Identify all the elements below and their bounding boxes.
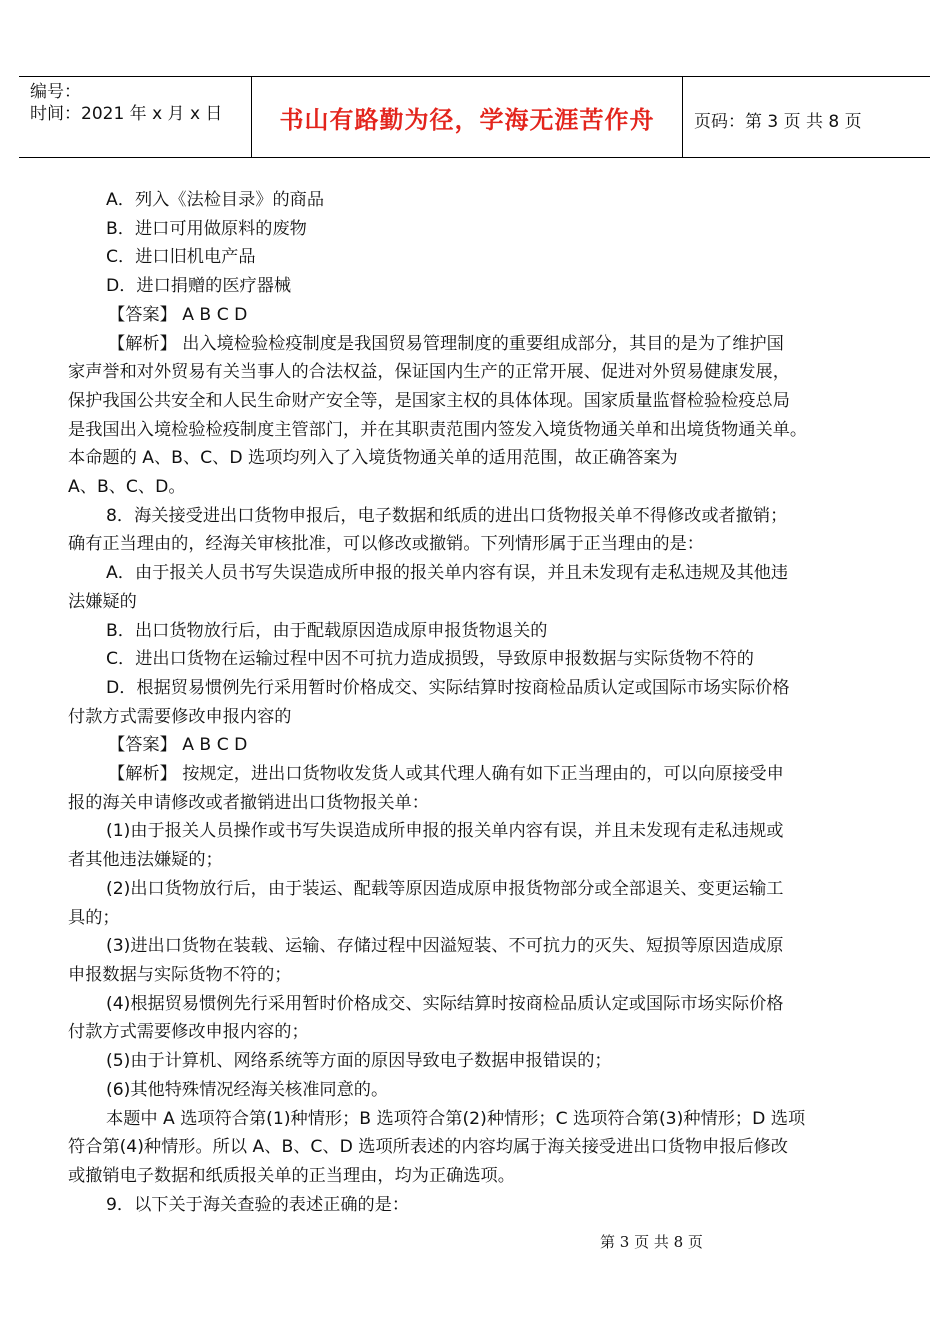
text-line: A．列入《法检目录》的商品 bbox=[106, 190, 325, 210]
document-body bbox=[68, 186, 880, 1219]
text-line: (4)根据贸易惯例先行采用暂时价格成交、实际结算时按商检品质认定或国际市场实际价格 bbox=[106, 993, 784, 1014]
text-line: 家声誉和对外贸易有关当事人的合法权益，保证国内生产的正常开展、促进对外贸易健康发展， bbox=[68, 362, 790, 383]
text-line: C．进出口货物在运输过程中因不可抗力造成损毁，导致原申报数据与实际货物不符的 bbox=[106, 649, 754, 670]
text-line: 或撤销电子数据和纸质报关单的正当理由，均为正确选项。 bbox=[68, 1165, 515, 1186]
text-line: B．进口可用做原料的废物 bbox=[106, 218, 307, 239]
text-line: 保护我国公共安全和人民生命财产安全等，是国家主权的具体体现。国家质量监督检验检疫总局 bbox=[68, 390, 790, 411]
text-line: 法嫌疑的 bbox=[68, 591, 137, 612]
text-line: 【解析】 出入境检验检疫制度是我国贸易管理制度的重要组成部分，其目的是为了维护国 bbox=[108, 333, 784, 354]
text-line: (6)其他特殊情况经海关核准同意的。 bbox=[106, 1079, 389, 1100]
text-line: 付款方式需要修改申报内容的； bbox=[68, 1022, 309, 1043]
text-line: 报的海关申请修改或者撤销进出口货物报关单： bbox=[68, 792, 429, 813]
header-meta bbox=[30, 81, 250, 125]
text-line: D．根据贸易惯例先行采用暂时价格成交、实际结算时按商检品质认定或国际市场实际价格 bbox=[106, 677, 790, 698]
text-line: 8．海关接受进出口货物申报后，电子数据和纸质的进出口货物报关单不得修改或者撤销； bbox=[106, 505, 788, 526]
text-line: D．进口捐赠的医疗器械 bbox=[106, 276, 292, 297]
document-date: 时间：2021 年 x 月 x 日 bbox=[30, 104, 223, 124]
text-line: 符合第(4)种情形。所以 A、B、C、D 选项所表述的内容均属于海关接受进出口货物申报后修改 bbox=[68, 1137, 788, 1158]
page-footer: 第 3 页 共 8 页 bbox=[600, 1233, 703, 1251]
text-line: A、B、C、D。 bbox=[68, 477, 186, 498]
text-line: 本命题的 A、B、C、D 选项均列入了入境货物通关单的适用范围，故正确答案为 bbox=[68, 448, 678, 469]
text-line: (3)进出口货物在装载、运输、存储过程中因溢短装、不可抗力的灭失、短损等原因造成原 bbox=[106, 936, 784, 957]
text-line: 本题中 A 选项符合第(1)种情形；B 选项符合第(2)种情形；C 选项符合第(3)种情形；D 选项 bbox=[106, 1108, 806, 1129]
text-line: 付款方式需要修改申报内容的 bbox=[68, 706, 292, 727]
text-line: 9．以下关于海关查验的表述正确的是： bbox=[106, 1194, 410, 1215]
text-line: (2)出口货物放行后，由于装运、配载等原因造成原申报货物部分或全部退关、变更运输工 bbox=[106, 878, 784, 899]
text-line: C．进口旧机电产品 bbox=[106, 247, 256, 268]
text-line: 具的； bbox=[68, 907, 120, 928]
text-line: 是我国出入境检验检疫制度主管部门，并在其职责范围内签发入境货物通关单和出境货物通关单。 bbox=[68, 419, 808, 440]
header-page-number: 页码：第 3 页 共 8 页 bbox=[694, 112, 862, 132]
text-line: 【解析】 按规定，进出口货物收发货人或其代理人确有如下正当理由的，可以向原接受申 bbox=[108, 764, 784, 785]
text-line: 【答案】 A B C D bbox=[108, 735, 248, 756]
text-line: (1)由于报关人员操作或书写失误造成所申报的报关单内容有误，并且未发现有走私违规或 bbox=[106, 821, 784, 842]
document-number: 编号： bbox=[30, 82, 81, 102]
page-header bbox=[19, 76, 930, 158]
text-line: B．出口货物放行后，由于配载原因造成原申报货物退关的 bbox=[106, 620, 548, 641]
text-line: 申报数据与实际货物不符的； bbox=[68, 964, 292, 985]
text-line: (5)由于计算机、网络系统等方面的原因导致电子数据申报错误的； bbox=[106, 1051, 612, 1072]
text-line: A．由于报关人员书写失误造成所申报的报关单内容有误，并且未发现有走私违规及其他违 bbox=[106, 563, 789, 584]
header-motto: 书山有路勤为径，学海无涯苦作舟 bbox=[251, 77, 683, 157]
text-line: 【答案】 A B C D bbox=[108, 304, 248, 325]
text-line: 者其他违法嫌疑的； bbox=[68, 850, 223, 871]
text-line: 确有正当理由的，经海关审核批准，可以修改或撤销。下列情形属于正当理由的是： bbox=[68, 534, 704, 555]
